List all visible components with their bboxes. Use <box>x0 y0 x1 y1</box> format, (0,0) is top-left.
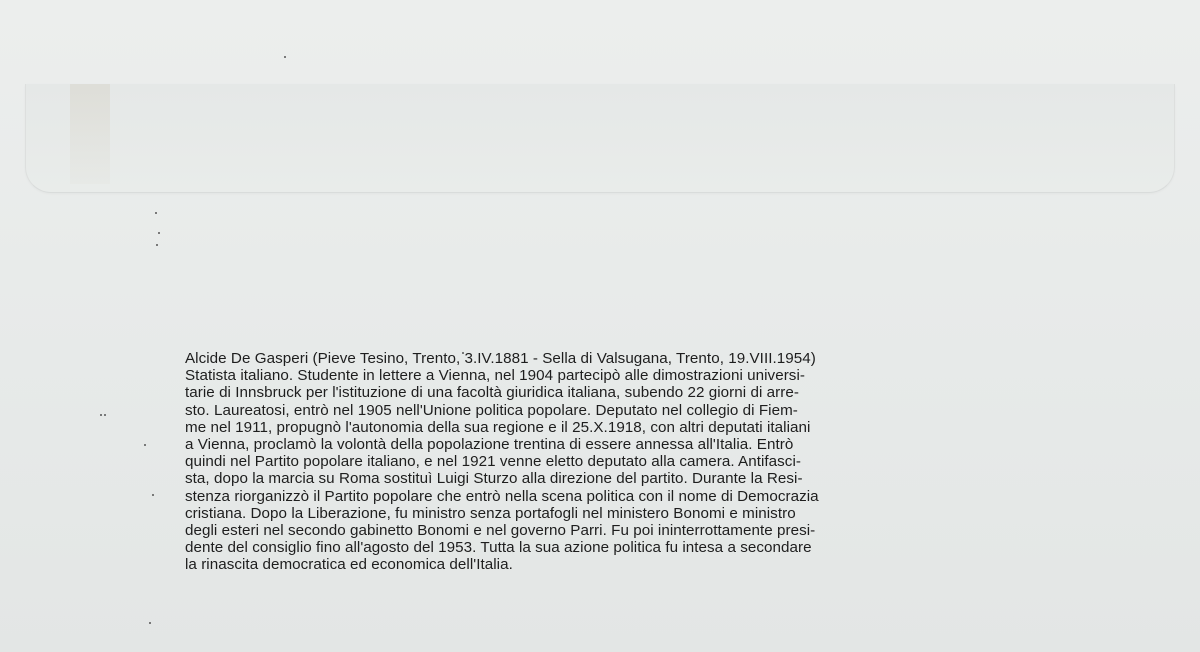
text-line: me nel 1911, propugnò l'autonomia della sua regione e il 25.X.1918, con altri deputati italiani <box>185 418 811 436</box>
text-line: dente del consiglio fino all'agosto del 1953. Tutta la sua azione politica fu intesa a secondare <box>185 539 812 557</box>
paper-fleck <box>152 494 154 496</box>
text-line: cristiana. Dopo la Liberazione, fu ministro senza portafogli nel ministero Bonomi e ministro <box>185 504 796 522</box>
text-line: degli esteri nel secondo gabinetto Bonomi e nel governo Parri. Fu poi ininterrottamente presi- <box>185 522 816 540</box>
paper-fleck <box>149 622 151 624</box>
paper-fleck <box>158 232 160 234</box>
text-line: sto. Laureatosi, entrò nel 1905 nell'Unione politica popolare. Deputato nel collegio di Fiem- <box>185 401 798 419</box>
flap-stain <box>70 84 110 184</box>
biography-text <box>185 350 1045 574</box>
envelope-flap <box>25 84 1175 193</box>
paper-fleck <box>144 444 146 446</box>
text-line: quindi nel Partito popolare italiano, e nel 1921 venne eletto deputato alla camera. Antifasci- <box>185 453 801 471</box>
text-line: Alcide De Gasperi (Pieve Tesino, Trento, 3.IV.1881 - Sella di Valsugana, Trento, 19.VIII.1954) <box>185 350 816 367</box>
paper-fleck <box>155 212 157 214</box>
text-line: tarie di Innsbruck per l'istituzione di una facoltà giuridica italiana, subendo 22 giorni di arre- <box>185 384 799 402</box>
paper-fleck <box>100 414 102 416</box>
text-line: a Vienna, proclamò la volontà della popolazione trentina di essere annessa all'Italia. Entrò <box>185 436 794 454</box>
text-line: Statista italiano. Studente in lettere a Vienna, nel 1904 partecipò alle dimostrazioni universi- <box>185 367 805 385</box>
paper-fleck <box>104 414 106 416</box>
text-line: sta, dopo la marcia su Roma sostituì Luigi Sturzo alla direzione del partito. Durante la Resi- <box>185 470 803 488</box>
text-line: stenza riorganizzò il Partito popolare che entrò nella scena politica con il nome di Democrazia <box>185 487 819 505</box>
paper-fleck <box>284 56 286 58</box>
paper-fleck <box>156 244 158 246</box>
text-line: la rinascita democratica ed economica dell'Italia. <box>185 556 513 574</box>
